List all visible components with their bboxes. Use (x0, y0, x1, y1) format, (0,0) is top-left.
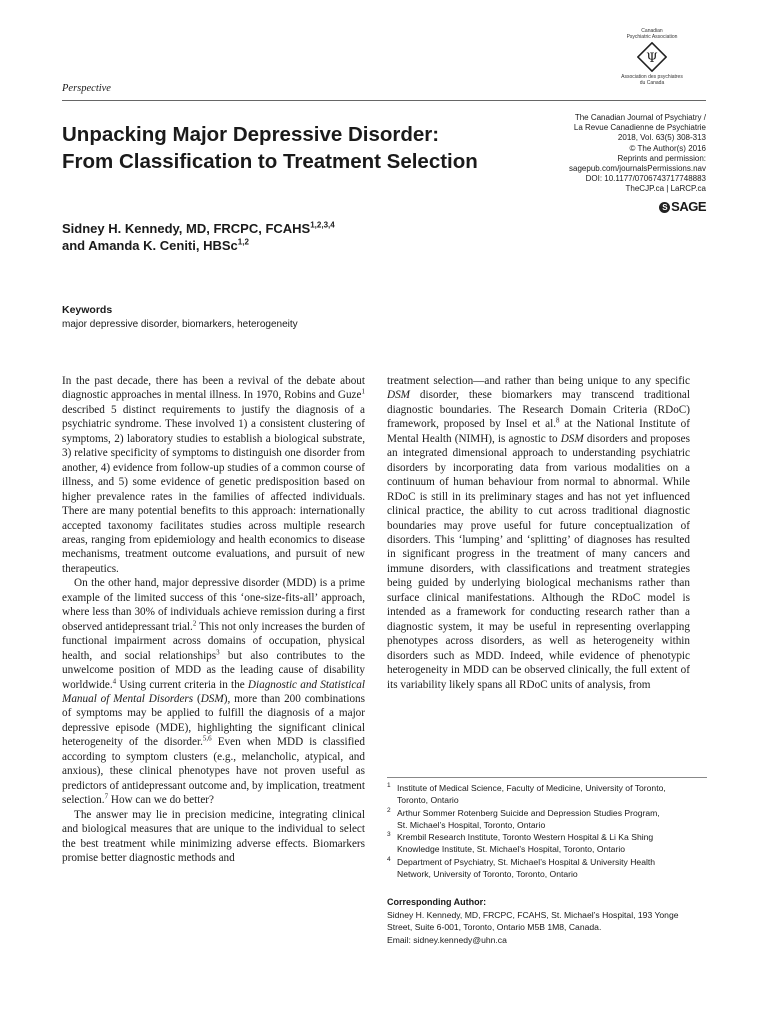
footnote-divider (387, 777, 707, 778)
affiliation-footnotes (387, 782, 707, 880)
text-run: ), more than 200 combinations of symptoms may be applied to fulfill the diagnosis of a major depressive episode (MDE), highlighting the significant clinical heterogeneity of the disorder. (62, 692, 365, 749)
footnote (387, 856, 707, 881)
psi-emblem-icon (637, 42, 667, 72)
italic-text: DSM (387, 389, 410, 402)
citation: 7 (104, 792, 109, 801)
sage-s-icon: S (659, 202, 670, 213)
sage-wordmark: SAGE (671, 199, 706, 214)
header-divider (62, 100, 706, 101)
text-run: but also contributes to the unwelcome position of MDD as the leading cause of disability worldwide. (62, 649, 365, 691)
corresponding-line: Sidney H. Kennedy, MD, FRCPC, FCAHS, St. Michael’s Hospital, 193 Yonge (387, 910, 679, 920)
footnote-line: Network, University of Toronto, Toronto, Ontario (397, 869, 578, 880)
paragraph (62, 576, 365, 807)
text-run: This not only increases the burden of functional impairment across domains of occupation, physical health, and social relationships (62, 620, 365, 662)
title-line-2: From Classification to Treatment Selection (62, 150, 478, 173)
logo-top-line-2: Psychiatric Association (626, 34, 678, 40)
logo-top-line-1: Canadian (641, 28, 663, 34)
journal-info-line: TheCJP.ca | LaRCP.ca (625, 184, 706, 194)
paragraph (62, 808, 365, 866)
footnote-line: Knowledge Institute, St. Michael’s Hospital, Toronto, Ontario (397, 844, 626, 855)
citation: 5,6 (202, 734, 212, 743)
keywords-heading: Keywords (62, 304, 113, 316)
footnote-line: Institute of Medical Science, Faculty of Medicine, University of Toronto, (397, 783, 666, 793)
citation: 3 (216, 647, 220, 656)
author-list (62, 220, 335, 254)
journal-info-line: DOI: 10.1177/0706743717748883 (585, 174, 706, 184)
text-run: described 5 distinct requirements to justify the diagnosis of a psychiatric syndrome. These involved 1) a consistent clustering of symptoms, 2) laboratory studies to establish a biological substrate, 3) relative specificity of symptoms to distinguish one disorder from another, 4) evidence from follow-up studies of a common course of illness, and 5) some evidence of genetic predisposition based on higher prevalence rates in the families of affected individuals. There are many potential benefits to this approach: internationally accepted taxonomy facilitates studies across multiple research areas, ranging from epidemiology and health economics to disease mechanisms, treatment outcome evaluations, and pursuit of new therapeutics. (62, 403, 365, 575)
journal-info-line: The Canadian Journal of Psychiatry / (574, 113, 706, 122)
italic-text: DSM (200, 692, 224, 705)
text-run: ( (193, 692, 201, 705)
author-line-1 (62, 220, 335, 237)
text-run: How can we do better? (108, 794, 214, 807)
body-column-right (387, 374, 690, 692)
logo-bottom-line-1: Association des psychiatres (621, 74, 683, 80)
author-name: and Amanda K. Ceniti, HBSc (62, 238, 238, 253)
cpa-logo (612, 28, 692, 86)
journal-info-line: 2018, Vol. 63(5) 308-313 (617, 133, 706, 143)
footnote-line: Arthur Sommer Rotenberg Suicide and Depression Studies Program, (397, 807, 660, 818)
footnote-line: Toronto, Ontario (397, 795, 459, 806)
footnote-number: 4 (387, 855, 391, 863)
text-run: disorders and proposes an integrated dimensional approach to understanding psychiatric disorders by incorporating data from various modalities on a continuum of human behaviour from normal to abnormal. While RDoC is still in its preliminary stages and has not yet influenced clinical practice, the ability to cut across traditional diagnostic boundaries may prove useful for future conceptualization of disorders. This ‘lumping’ and ‘splitting’ of diagnoses has resulted in significant progress in the treatment of many cancers and immune disorders, with classifications and treatment strategies being guided by underlying biological mechanisms rather than surface clinical manifestations. Although the RDoC model is intended as a framework for conducting research rather than a diagnostic system, it may be useful in representing overlapping phenotypes across disorders, as well as heterogeneity within disorders such as MDD. Indeed, while evidence of phenotypic heterogeneity in MDD can be observed clinically, the full extent of its variability likely spans all RDoC units of analysis, from (387, 432, 690, 691)
italic-text: DSM (560, 432, 584, 445)
title-line-1: Unpacking Major Depressive Disorder: (62, 123, 440, 146)
author-line-2 (62, 237, 335, 254)
text-run: at the National Institute of Mental Health (NIMH), is agnostic to (387, 418, 691, 445)
section-label: Perspective (62, 83, 111, 94)
footnote-line: Department of Psychiatry, St. Michael’s Hospital & University Health (397, 856, 656, 867)
citation: 2 (192, 618, 197, 627)
footnote-number: 3 (387, 831, 391, 839)
footnote-line: St. Michael’s Hospital, Toronto, Ontario (397, 819, 546, 830)
journal-info (506, 113, 706, 195)
footnote (387, 831, 707, 856)
citation: 4 (112, 676, 117, 685)
text-run: treatment selection—and rather than being unique to any specific (387, 375, 690, 387)
footnote (387, 782, 707, 807)
author-name: Sidney H. Kennedy, MD, FRCPC, FCAHS (62, 221, 311, 236)
sage-logo (659, 199, 706, 214)
paragraph (62, 374, 365, 576)
article-title (62, 121, 532, 175)
citation: 8 (556, 416, 560, 425)
italic-text: Diagnostic and Statistical Manual of Mental Disorders (62, 678, 365, 705)
body-column-left (62, 374, 365, 865)
text-run: In the past decade, there has been a revival of the debate about diagnostic approaches in mental illness. In 1970, Robins and Guze (62, 375, 365, 402)
footnote (387, 807, 707, 832)
corresponding-author-heading: Corresponding Author: (387, 897, 487, 907)
text-run: Using current criteria in the (116, 678, 248, 691)
footnote-number: 1 (387, 782, 391, 789)
corresponding-author-details (387, 909, 707, 946)
corresponding-email: Email: sidney.kennedy@uhn.ca (387, 934, 507, 945)
keywords-text: major depressive disorder, biomarkers, heterogeneity (62, 319, 298, 330)
text-run: On the other hand, major depressive disorder (MDD) is a prime example of the limited success of this ‘one-size-fits-all’ approach, where less than 30% of individuals achieve remission during a first observed antidepressant trial. (62, 577, 365, 633)
logo-bottom-line-2: du Canada (639, 80, 665, 86)
footnote-line: Krembil Research Institute, Toronto Western Hospital & Li Ka Shing (397, 832, 654, 843)
journal-info-line: © The Author(s) 2016 (629, 143, 706, 153)
journal-info-line: La Revue Canadienne de Psychiatrie (573, 123, 706, 133)
journal-info-line: Reprints and permission: (617, 153, 706, 163)
paragraph (387, 374, 690, 692)
footnote-number: 2 (387, 806, 391, 814)
citation: 1 (361, 387, 365, 396)
svg-text:Ψ: Ψ (646, 51, 658, 66)
corresponding-line: Street, Suite 6-001, Toronto, Ontario M5B 1M8, Canada. (387, 922, 602, 933)
text-run: The answer may lie in precision medicine, integrating clinical and biological measures that are unique to the individual to select the best treatment while minimizing adverse effects. Biomarkers promise better diagnostic methods and (62, 808, 365, 864)
author-affiliation-marks: 1,2 (237, 237, 249, 247)
text-run: Even when MDD is classified according to symptom clusters (e.g., melancholic, atypical, and anxious), these clinical phenotypes have not proven useful as predictors of antidepressant outcome and, by implication, treatment selection. (62, 736, 365, 807)
author-affiliation-marks: 1,2,3,4 (310, 220, 335, 230)
text-run: disorder, these biomarkers may transcend traditional diagnostic boundaries. The Research Domain Criteria (RDoC) framework, proposed by Insel et al. (387, 389, 690, 431)
journal-info-line: sagepub.com/journalsPermissions.nav (569, 164, 706, 174)
